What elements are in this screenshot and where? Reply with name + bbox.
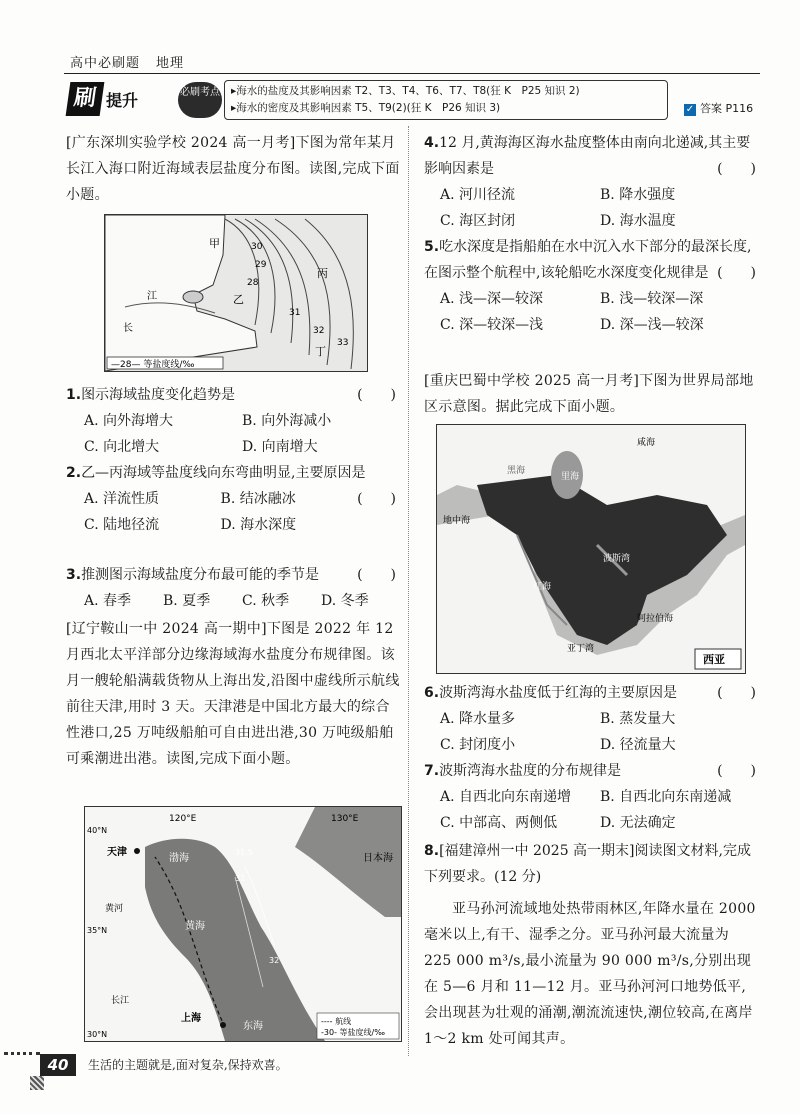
page-number: 40 — [40, 1054, 76, 1076]
question-number: 6. — [424, 685, 440, 701]
brand-char: 刷 — [66, 82, 105, 116]
question-number: 4. — [424, 135, 440, 151]
material-passage: 亚马孙河流域地处热带雨林区,年降水量在 2000 毫米以上,有干、湿季之分。亚马孙河最大流量为 225 000 m³/s,最小流量为 90 000 m³/s,分别出现在 5—6 月和 11—12 月。亚马孙河河口地势低平,会出现甚为壮观的涌潮,潮流流速快,潮位较高,在离岸 1～2 km 处可闻其声。 — [424, 901, 756, 1047]
key-points-badge: 必刷考点 — [178, 82, 222, 118]
option-c: C. 秋季 — [242, 593, 290, 609]
option-c: C. 中部高、两侧低 — [440, 815, 558, 831]
question-stem: 12 月,黄海海区海水盐度整体由南向北递减,其主要影响因素是 — [424, 135, 751, 177]
option-d: D. 无法确定 — [600, 815, 676, 831]
answer-bracket: ( ) — [357, 491, 396, 507]
question-stem: 波斯湾海水盐度的分布规律是 — [439, 763, 622, 779]
map1-legend: —28— 等盐度线/‰ — [111, 360, 195, 370]
isoline-value: 31.5 — [235, 848, 253, 857]
option-a: A. 河川径流 — [440, 187, 516, 203]
question-stem: 图示海域盐度变化趋势是 — [81, 387, 236, 403]
book-title: 高中必刷题 — [70, 56, 141, 71]
corner-pattern — [30, 1076, 44, 1090]
knowledge-points-box — [224, 80, 668, 120]
intro-passage-2: [辽宁鞍山一中 2024 高一期中]下图是 2022 年 12 月西北太平洋部分边缘海域海水盐度分布规律图。该月一艘轮船满载货物从上海出发,沿图中虚线所示航线前往天津,用时 3 天。天津港是中国北方最大的综合性港口,25 万吨级船舶可自由进出港,30 万吨级船舶可乘潮进出港。读图,完成下面小题。 — [66, 621, 400, 767]
option-b: B. 夏季 — [163, 593, 211, 609]
nw-pacific-map-svg — [85, 807, 401, 1041]
brand-logo — [68, 82, 172, 118]
isoline-value: 28 — [247, 278, 259, 288]
question-number: 3. — [66, 567, 82, 583]
answer-bracket: ( ) — [717, 265, 756, 281]
answer-bracket: ( ) — [357, 387, 396, 403]
place-label: 东海 — [243, 1021, 263, 1032]
place-label: 黄海 — [185, 921, 205, 932]
isoline-value: 32 — [269, 956, 280, 965]
question-number: 7. — [424, 763, 440, 779]
isoline-value: 33 — [337, 338, 349, 348]
option-b: B. 自西北向东南递减 — [600, 789, 732, 805]
map3-label: 亚丁湾 — [567, 644, 595, 654]
knowledge-point: ▸海水的盐度及其影响因素 T2、T3、T4、T6、T7、T8(狂 K P25 知识 2) — [231, 85, 580, 97]
option-d: D. 深—浅—较深 — [600, 317, 704, 333]
question-number: 2. — [66, 465, 82, 481]
question-stem: 波斯湾海水盐度低于红海的主要原因是 — [439, 685, 678, 701]
place-label: 日本海 — [363, 853, 393, 864]
isoline-value: 31 — [289, 308, 301, 318]
option-a: A. 春季 — [84, 593, 132, 609]
nw-pacific-salinity-map — [84, 806, 402, 1042]
place-label: 上海 — [181, 1013, 201, 1024]
option-d: D. 径流量大 — [600, 737, 676, 753]
option-a: A. 降水量多 — [440, 711, 516, 727]
brand-text: 提升 — [106, 91, 139, 110]
question-5 — [424, 234, 760, 338]
map3-corner-label: 西亚 — [703, 653, 725, 666]
footer-motto: 生活的主题就是,面对复杂,保持欢喜。 — [88, 1058, 288, 1072]
lon-label: 120°E — [169, 814, 197, 824]
question-8 — [424, 838, 760, 1052]
yangtze-map-svg — [105, 215, 367, 371]
question-number: 1. — [66, 387, 82, 403]
answer-reference — [684, 100, 753, 116]
lat-label: 30°N — [87, 1030, 108, 1039]
map2-legend-isoline: -30- 等盐度线/‰ — [321, 1028, 385, 1037]
option-d: D. 向南增大 — [242, 439, 318, 455]
header-title — [70, 52, 184, 71]
option-a: A. 洋流性质 — [84, 491, 160, 507]
column-divider — [408, 126, 409, 1056]
map3-label: 阿拉伯海 — [637, 614, 674, 624]
map3-label: 里海 — [561, 472, 580, 482]
option-d: D. 海水深度 — [220, 517, 297, 533]
question-number: 5. — [424, 239, 440, 255]
question-number: 8. — [424, 843, 440, 859]
option-c: C. 深—较深—浅 — [440, 317, 544, 333]
answer-ref-text: 答案 P116 — [700, 102, 754, 115]
place-label: 长江 — [111, 996, 130, 1006]
option-d: D. 冬季 — [321, 593, 369, 609]
option-b: B. 浅—较深—深 — [600, 291, 704, 307]
place-label: 天津 — [107, 847, 127, 858]
header-rule — [64, 73, 760, 74]
map1-label: 江 — [147, 291, 157, 302]
map2-legend-route: ---- 航线 — [321, 1017, 352, 1026]
intro-passage-1: [广东深圳实验学校 2024 高一月考]下图为常年某月长江入海口附近海域表层盐度分布图。读图,完成下面小题。 — [66, 135, 400, 203]
question-6 — [424, 680, 760, 758]
option-b: B. 蒸发量大 — [600, 711, 676, 727]
knowledge-point: ▸海水的密度及其影响因素 T5、T9(2)(狂 K P26 知识 3) — [231, 102, 501, 114]
question-1 — [66, 382, 400, 460]
map1-label: 丙 — [317, 267, 328, 280]
map3-label: 地中海 — [443, 516, 471, 526]
west-asia-map-svg — [437, 425, 745, 673]
isoline-value: 32 — [313, 326, 325, 336]
option-c: C. 封闭度小 — [440, 737, 516, 753]
option-a: A. 浅—深—较深 — [440, 291, 544, 307]
option-d: D. 海水温度 — [600, 213, 676, 229]
place-label: 渤海 — [169, 853, 189, 864]
subject-label: 地理 — [156, 56, 185, 71]
option-b: B. 向外海减小 — [242, 413, 332, 429]
question-3 — [66, 562, 400, 614]
lat-label: 40°N — [87, 826, 108, 835]
option-b: B. 结冰融冰 — [220, 491, 296, 507]
option-a: A. 自西北向东南递增 — [440, 789, 572, 805]
answer-bracket: ( ) — [717, 763, 756, 779]
west-asia-map — [436, 424, 746, 674]
map3-label: 波斯湾 — [603, 554, 631, 564]
footer-dots — [4, 1052, 40, 1056]
map3-label: 咸海 — [637, 438, 656, 448]
answer-bracket: ( ) — [717, 685, 756, 701]
intro-passage-3: [重庆巴蜀中学校 2025 高一月考]下图为世界局部地区示意图。据此完成下面小题。 — [424, 373, 754, 415]
lat-label: 35°N — [87, 926, 108, 935]
map1-label: 长 — [123, 323, 133, 334]
option-c: C. 陆地径流 — [84, 517, 160, 533]
question-stem: 推测图示海域盐度分布最可能的季节是 — [81, 567, 320, 583]
answer-bracket: ( ) — [357, 567, 396, 583]
question-stem: [福建漳州一中 2025 高一期末]阅读图文材料,完成下列要求。(12 分) — [424, 843, 751, 885]
question-2 — [66, 460, 400, 538]
isoline-value: 31 — [235, 874, 246, 883]
question-stem: 吃水深度是指船舶在水中沉入水下部分的最深长度,在图示整个航程中,该轮船吃水深度变化规律是 — [424, 239, 752, 281]
isoline-value: 29 — [255, 260, 267, 270]
map3-label: 红海 — [533, 582, 552, 592]
option-c: C. 海区封闭 — [440, 213, 516, 229]
option-b: B. 降水强度 — [600, 187, 676, 203]
place-label: 黄河 — [105, 904, 124, 914]
isoline-value: 30 — [251, 242, 263, 252]
option-a: A. 向外海增大 — [84, 413, 174, 429]
answer-bracket: ( ) — [717, 161, 756, 177]
map1-label: 甲 — [209, 237, 220, 250]
question-7 — [424, 758, 760, 836]
map3-label: 黑海 — [507, 466, 526, 476]
map1-label: 乙 — [233, 293, 244, 306]
check-icon: ✓ — [685, 104, 695, 115]
lon-label: 130°E — [331, 814, 359, 824]
option-c: C. 向北增大 — [84, 439, 160, 455]
question-stem: 乙—丙海域等盐度线向东弯曲明显,主要原因是 — [81, 465, 366, 481]
map1-label: 丁 — [315, 345, 326, 358]
yangtze-salinity-map — [104, 214, 368, 372]
question-4 — [424, 130, 760, 234]
